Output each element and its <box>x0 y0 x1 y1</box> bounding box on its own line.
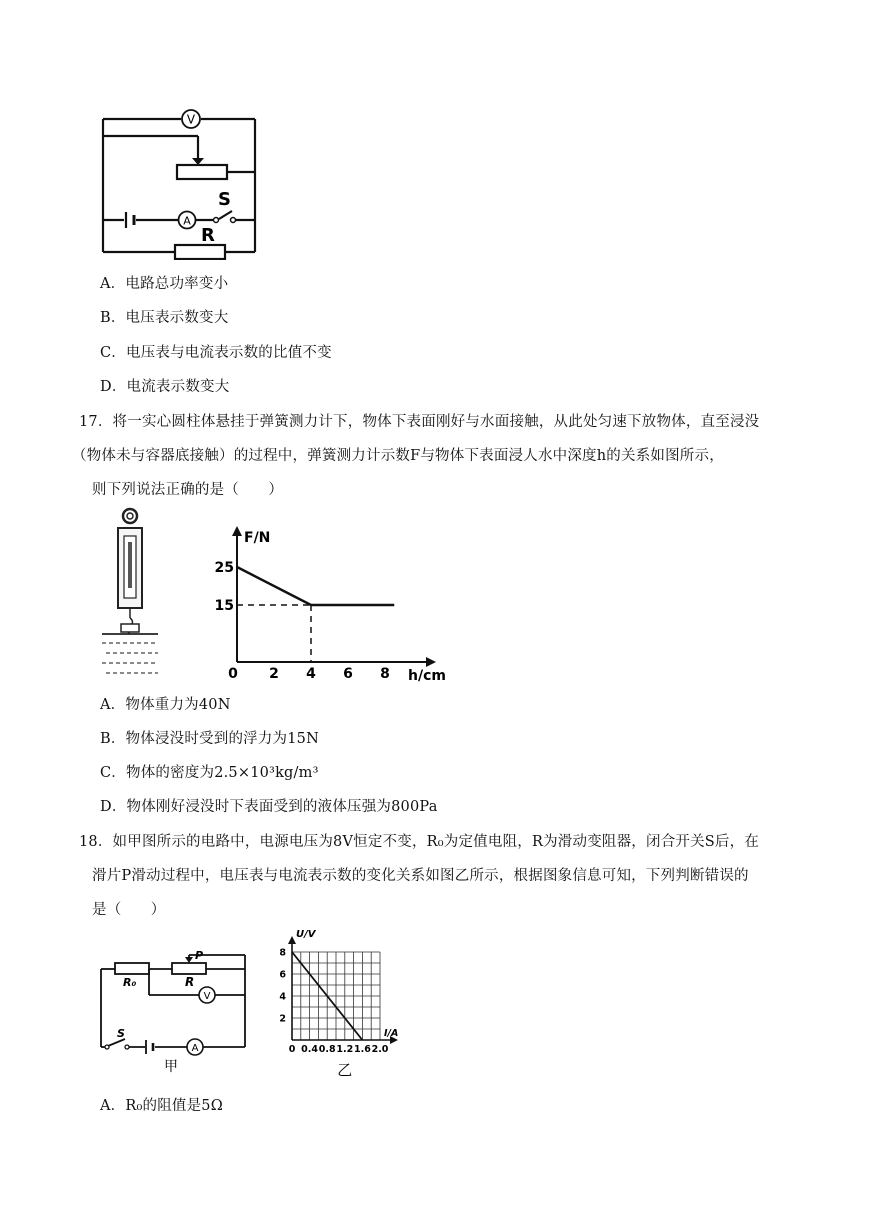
svg-text:V: V <box>203 991 211 1002</box>
x-tick-label: 6 <box>343 666 353 682</box>
ammeter-icon <box>179 212 196 229</box>
y-tick-label: 6 <box>279 969 286 981</box>
resistor-label: R <box>201 225 215 246</box>
y-axis-arrow-icon <box>232 526 242 536</box>
r-label: R <box>185 975 195 989</box>
q16-option-b: B．电压表示数变大 <box>100 310 229 326</box>
x-axis-label: h/cm <box>408 668 446 684</box>
q18-circuit-diagram <box>95 945 250 1075</box>
x-tick-label: 4 <box>306 666 316 682</box>
p-label: P <box>195 949 204 962</box>
x-tick-label: 2.0 <box>371 1044 389 1055</box>
q16-option-a: A．电路总功率变小 <box>100 276 229 292</box>
q16-option-c: C．电压表与电流表示数的比值不变 <box>100 345 332 361</box>
x-tick-label: 0.4 <box>301 1044 319 1055</box>
s-label: S <box>117 1027 125 1040</box>
x-tick-label: 2 <box>269 666 279 682</box>
q18-option-a: A．R₀的阻值是5Ω <box>100 1098 223 1114</box>
y-tick-label: 8 <box>279 947 286 959</box>
x-tick-label: 1.2 <box>336 1044 354 1055</box>
spring-scale-figure <box>98 506 166 682</box>
chart-caption: 乙 <box>337 1061 353 1079</box>
svg-text:V: V <box>186 112 196 127</box>
q17-option-b: B．物体浸没时受到的浮力为15N <box>100 731 319 747</box>
y-axis-arrow-icon <box>288 936 296 944</box>
y-tick-label: 4 <box>279 991 286 1003</box>
svg-text:A: A <box>183 214 191 228</box>
q17-stem-line-2: （物体未与容器底接触）的过程中，弹簧测力计示数F与物体下表面浸人水中深度h的关系如图所示， <box>72 448 724 464</box>
slider-arrow-icon <box>185 957 193 963</box>
r0-label: R₀ <box>123 976 137 989</box>
q18-stem-line-3: 是（ ） <box>92 902 166 918</box>
ammeter-icon <box>187 1039 203 1055</box>
q17-stem-line-1: 17．将一实心圆柱体悬挂于弹簧测力计下，物体下表面刚好与水面接触，从此处匀速下放物体，直至浸没 <box>79 414 760 430</box>
svg-text:A: A <box>191 1043 199 1054</box>
x-tick-label: 0 <box>288 1044 296 1055</box>
y-axis-label: U/V <box>296 929 316 940</box>
q17-stem-line-3: 则下列说法正确的是（ ） <box>92 482 284 498</box>
x-tick-label: 1.6 <box>353 1044 371 1055</box>
x-tick-label: 8 <box>380 666 390 682</box>
voltage-current-chart <box>270 925 435 1085</box>
y-tick-label: 2 <box>279 1013 286 1025</box>
x-tick-label: 0.8 <box>318 1044 336 1055</box>
q17-option-a: A．物体重力为40N <box>100 697 231 713</box>
q16-option-d: D．电流表示数变大 <box>100 379 230 395</box>
x-tick-label: 0 <box>228 666 238 682</box>
y-tick-label: 15 <box>214 598 234 614</box>
q16-circuit-diagram <box>95 105 265 260</box>
x-axis-label: I/A <box>384 1028 399 1039</box>
force-depth-chart <box>200 520 460 690</box>
x-axis-arrow-icon <box>426 657 436 667</box>
circuit-caption: 甲 <box>164 1059 178 1075</box>
voltmeter-icon <box>182 110 200 128</box>
y-tick-label: 25 <box>214 560 234 576</box>
y-axis-label: F/N <box>244 530 271 546</box>
voltmeter-icon <box>199 987 215 1003</box>
q17-option-c: C．物体的密度为2.5×10³kg/m³ <box>100 765 319 781</box>
series-line <box>237 567 394 605</box>
q18-stem-line-2: 滑片P滑动过程中，电压表与电流表示数的变化关系如图乙所示，根据图象信息可知，下列判断错误的 <box>92 868 749 884</box>
q17-option-d: D．物体刚好浸没时下表面受到的液体压强为800Pa <box>100 799 438 815</box>
q18-stem-line-1: 18．如甲图所示的电路中，电源电压为8V恒定不变，R₀为定值电阻，R为滑动变阻器，闭合开关S后，在 <box>79 834 760 850</box>
switch-label: S <box>218 189 231 210</box>
